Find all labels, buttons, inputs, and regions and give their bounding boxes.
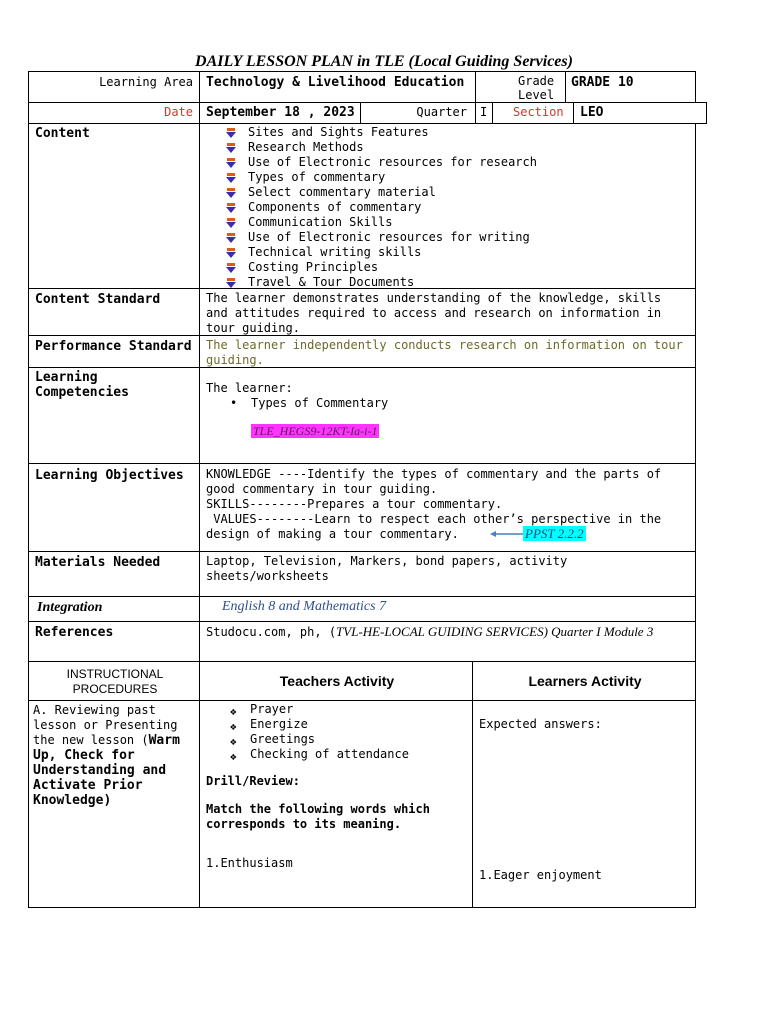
diamond-bullet-icon: ❖ [230, 735, 237, 748]
references-text-plain: Studocu.com, ph, ( [206, 625, 337, 639]
content-item [224, 200, 537, 215]
arrow-down-icon [226, 218, 236, 228]
content-item-text: Select commentary material [248, 185, 436, 199]
content-item-text: Use of Electronic resources for research [248, 155, 537, 169]
procedures-header: INSTRUCTIONAL PROCEDURES [66, 667, 164, 696]
learners-activity-cell [472, 700, 696, 908]
arrow-down-icon [226, 233, 236, 243]
learners-activity-header: Learners Activity [528, 673, 642, 689]
integration-value-cell [199, 596, 696, 622]
content-standard-label-cell [28, 288, 200, 336]
arrow-down-icon [226, 143, 236, 153]
objective-values-line2: design of making a tour commentary. [206, 527, 459, 541]
grade-level-value: GRADE 10 [571, 75, 634, 90]
competency-code [251, 424, 379, 439]
ppst-code [523, 526, 586, 542]
content-item [224, 155, 537, 170]
grade-level-label: Grade Level [518, 74, 555, 102]
learning-area-label: Learning Area [99, 75, 193, 89]
section-label: Section [513, 105, 564, 119]
section-value-cell [573, 102, 707, 124]
content-list [224, 125, 537, 289]
item-1: 1.Enthusiasm [206, 856, 293, 870]
quarter-value: I [480, 105, 488, 119]
diamond-bullet-icon: ❖ [230, 705, 237, 718]
learners-activity-header-cell [472, 661, 696, 701]
content-standard-text: The learner demonstrates understanding of the knowledge, skills and attitudes required to access and research on information in tour guiding. [206, 291, 662, 335]
performance-standard-label-cell [28, 335, 200, 368]
date-label-cell [28, 102, 200, 124]
performance-standard-value-cell [199, 335, 696, 368]
step-a-cell [28, 700, 200, 908]
arrow-left-icon [490, 530, 526, 538]
expected-label: Expected answers: [479, 717, 602, 731]
references-label: References [35, 625, 114, 640]
content-item-text: Travel & Tour Documents [248, 275, 415, 289]
teacher-activity-item [228, 747, 409, 762]
learning-area-label-cell [28, 71, 200, 103]
ppst-code-text: PPST 2.2.2 [525, 526, 584, 541]
teacher-activity-item [228, 717, 409, 732]
materials-text: Laptop, Television, Markers, bond papers, activity sheets/worksheets [206, 554, 568, 583]
competency-code-text: TLE_HEGS9-12KT-Ia-i-1 [253, 424, 378, 438]
teachers-activity-header-cell [199, 661, 473, 701]
content-item [224, 260, 537, 275]
references-value-cell [199, 621, 696, 662]
page-title: DAILY LESSON PLAN in TLE (Local Guiding Services) [195, 53, 573, 70]
content-item-text: Sites and Sights Features [248, 125, 429, 139]
arrow-down-icon [226, 203, 236, 213]
learning-objectives-label-cell [28, 463, 200, 552]
references-text [206, 624, 653, 640]
competency-item: Types of Commentary [251, 396, 389, 410]
grade-level-label-cell [475, 71, 566, 103]
content-item-text: Components of commentary [248, 200, 422, 214]
section-label-cell [492, 102, 574, 124]
quarter-value-cell [475, 102, 493, 124]
teachers-activity-header: Teachers Activity [279, 673, 395, 689]
objective-skills: SKILLS--------Prepares a tour commentary. [206, 497, 503, 511]
match-instruction: Match the following words which corresponds to its meaning. [206, 802, 430, 831]
content-item-text: Costing Principles [248, 260, 379, 274]
diamond-bullet-icon: ❖ [230, 720, 237, 733]
learning-competencies-label: Learning Competencies [35, 370, 129, 400]
content-item [224, 125, 537, 140]
step-a-plain: A. Reviewing past lesson or Presenting the new lesson ( [33, 703, 178, 747]
integration-label: Integration [37, 600, 103, 615]
quarter-label: Quarter [416, 105, 467, 119]
arrow-down-icon [226, 248, 236, 258]
performance-standard-text: The learner independently conducts research on information on tour guiding. [206, 338, 683, 367]
arrow-down-icon [226, 158, 236, 168]
teachers-activity-cell [199, 700, 473, 908]
drill-label: Drill/Review: [206, 774, 300, 788]
content-item-text: Technical writing skills [248, 245, 422, 259]
content-item [224, 230, 537, 245]
content-item [224, 245, 537, 260]
integration-label-cell [28, 596, 200, 622]
learning-area-value-cell [199, 71, 476, 103]
content-label: Content [35, 126, 90, 141]
grade-level-value-cell [565, 71, 696, 103]
teacher-activity-item [228, 732, 409, 747]
teacher-activity-list [228, 702, 409, 762]
performance-standard-label: Performance Standard [35, 339, 192, 354]
references-label-cell [28, 621, 200, 662]
content-standard-label: Content Standard [35, 292, 161, 307]
answer-1: 1.Eager enjoyment [479, 868, 602, 882]
materials-value-cell [199, 551, 696, 597]
content-item-text: Use of Electronic resources for writing [248, 230, 530, 244]
content-item [224, 185, 537, 200]
references-text-italic: TVL-HE-LOCAL GUIDING SERVICES) Quarter I Module 3 [336, 624, 654, 639]
objective-values-line1: VALUES--------Learn to respect each other’s perspective in the [206, 512, 662, 526]
learning-area-value: Technology & Livelihood Education [206, 75, 465, 90]
arrow-down-icon [226, 173, 236, 183]
content-item-text: Types of commentary [248, 170, 386, 184]
bullet-icon: • [230, 396, 238, 410]
arrow-down-icon [226, 263, 236, 273]
teacher-activity-item-text: Greetings [250, 732, 316, 746]
procedures-header-cell [28, 661, 200, 701]
arrow-down-icon [226, 278, 236, 288]
date-value-cell [199, 102, 361, 124]
diamond-bullet-icon: ❖ [230, 750, 237, 763]
teacher-activity-item [228, 702, 409, 717]
objective-knowledge: KNOWLEDGE ----Identify the types of commentary and the parts of good commentary in tour guiding. [206, 467, 662, 496]
teacher-activity-item-text: Prayer [250, 702, 294, 716]
content-standard-value-cell [199, 288, 696, 336]
learning-objectives-label: Learning Objectives [35, 468, 184, 483]
section-value: LEO [580, 105, 604, 120]
quarter-label-cell [360, 102, 476, 124]
content-item [224, 170, 537, 185]
content-item [224, 215, 537, 230]
step-a-text [33, 703, 198, 808]
content-value-cell [199, 123, 696, 289]
teacher-activity-item-text: Energize [250, 717, 308, 731]
content-label-cell [28, 123, 200, 289]
arrow-down-icon [226, 188, 236, 198]
content-item-text: Research Methods [248, 140, 364, 154]
content-item [224, 275, 537, 289]
learning-objectives-value-cell [199, 463, 696, 552]
integration-text: English 8 and Mathematics 7 [222, 599, 387, 614]
date-label: Date [164, 105, 193, 119]
content-item [224, 140, 537, 155]
materials-label-cell [28, 551, 200, 597]
content-item-text: Communication Skills [248, 215, 393, 229]
materials-label: Materials Needed [35, 555, 161, 570]
teacher-activity-item-text: Checking of attendance [250, 747, 409, 761]
learning-competencies-label-cell [28, 367, 200, 464]
learning-competencies-value-cell [199, 367, 696, 464]
learning-competencies-intro: The learner: [206, 381, 293, 395]
arrow-down-icon [226, 128, 236, 138]
date-value: September 18 , 2023 [206, 105, 355, 120]
step-a-bold: Warm Up, Check for Understanding and Activate Prior Knowledge) [33, 733, 180, 808]
